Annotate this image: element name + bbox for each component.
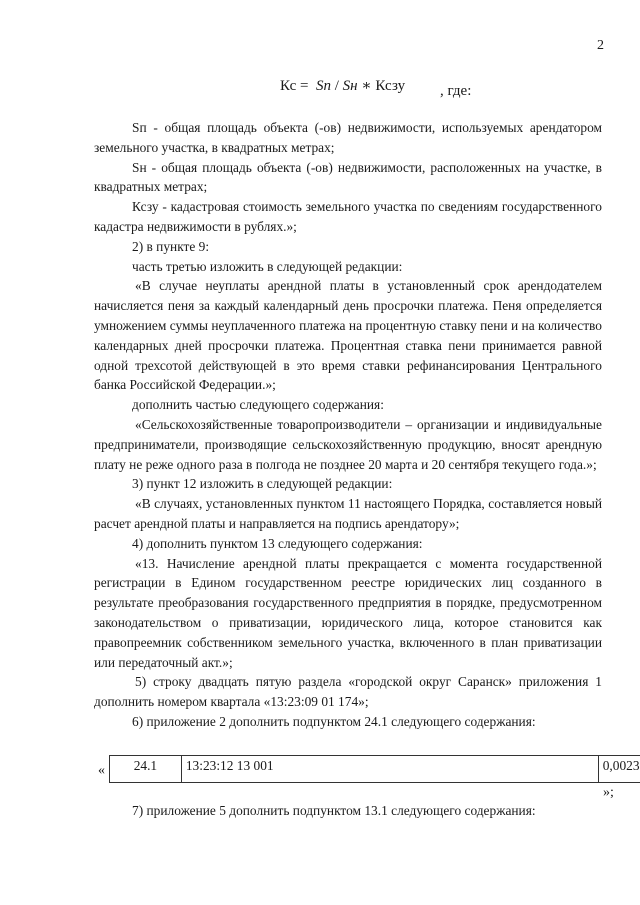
paragraph-item-4: 4) дополнить пунктом 13 следующего содержания:	[132, 535, 423, 551]
paragraph-item-2: 2) в пункте 9:	[132, 238, 210, 254]
table-cell-number: 24.1	[110, 756, 182, 783]
paragraph-agricultural: «Сельскохозяйственные товаропроизводители – организации и индивидуальные предприниматели, производящие сельскохозяйственную продукцию, вносят арендную плату не реже одного раза в полгода не позднее 20 марта и 20 сентября текущего года.»;	[94, 416, 602, 472]
formula	[0, 76, 640, 102]
table-cell-coefficient: 0,0023	[598, 756, 640, 783]
table-open-quote: «	[98, 763, 105, 778]
paragraph-penalty: «В случае неуплаты арендной платы в установленный срок арендодателем начисляется пеня за каждый календарный день просрочки платежа. Пеня определяется умножением суммы неуплаченного платежа на процентную ставку пени и на количество календарных дней просрочки платежа. Процентная ставка пени принимается равной одной трехсотой действующей в это время ставки рефинансирования Центрального банка Российской Федерации.»;	[94, 278, 602, 393]
paragraph-kszu-definition: Ксзу - кадастровая стоимость земельного участка по сведениям государственного кадастра недвижимости в рублях.»;	[94, 199, 602, 234]
table-cell-quarter: 13:23:12 13 001	[181, 756, 598, 783]
paragraph-sp-definition: Sп - общая площадь объекта (-ов) недвижимости, используемых арендатором земельного участка, в квадратных метрах;	[94, 120, 602, 155]
formula-sn: Sн	[342, 78, 358, 94]
formula-sp: Sп	[316, 78, 331, 94]
paragraph-item-13: «13. Начисление арендной платы прекращается с момента государственной регистрации в Едином государственном реестре юридических лиц созданного в результате преобразования государственного предприятия в порядке, предусмотренном законодательством о приватизации, юридического лица, которое становится как правопреемник собственником земельного участка, включенного в план приватизации или передаточный акт.»;	[94, 555, 602, 670]
paragraph-item-3: 3) пункт 12 изложить в следующей редакции:	[132, 476, 393, 492]
paragraph-recalculation: «В случаях, установленных пунктом 11 настоящего Порядка, составляется новый расчет арендной платы и направляется на подпись арендатору»;	[94, 496, 602, 531]
formula-expression	[280, 76, 405, 95]
table-close-quote: »;	[603, 785, 614, 800]
document-body	[94, 118, 602, 732]
paragraph-part-three: часть третью изложить в следующей редакции:	[132, 258, 403, 274]
paragraph-item-5: 5) строку двадцать пятую раздела «городской округ Саранск» приложения 1 дополнить номером квартала «13:23:09 01 174»;	[94, 674, 602, 710]
paragraph-add-part: дополнить частью следующего содержания:	[132, 397, 384, 413]
appendix-table	[109, 755, 640, 783]
formula-times: ∗ Ксзу	[357, 78, 406, 94]
paragraph-sn-definition: Sн - общая площадь объекта (-ов) недвижимости, расположенных на участке, в квадратных метрах;	[94, 159, 602, 195]
paragraph-item-6: 6) приложение 2 дополнить подпунктом 24.1 следующего содержания:	[132, 713, 536, 729]
formula-lhs: Кс =	[280, 78, 309, 94]
appendix-table-block	[80, 755, 640, 800]
paragraph-item-7: 7) приложение 5 дополнить подпунктом 13.1 следующего содержания:	[132, 803, 536, 818]
formula-where: , где:	[440, 83, 472, 99]
table-row	[110, 756, 640, 783]
page-number: 2	[597, 38, 604, 53]
formula-slash: /	[331, 78, 343, 94]
